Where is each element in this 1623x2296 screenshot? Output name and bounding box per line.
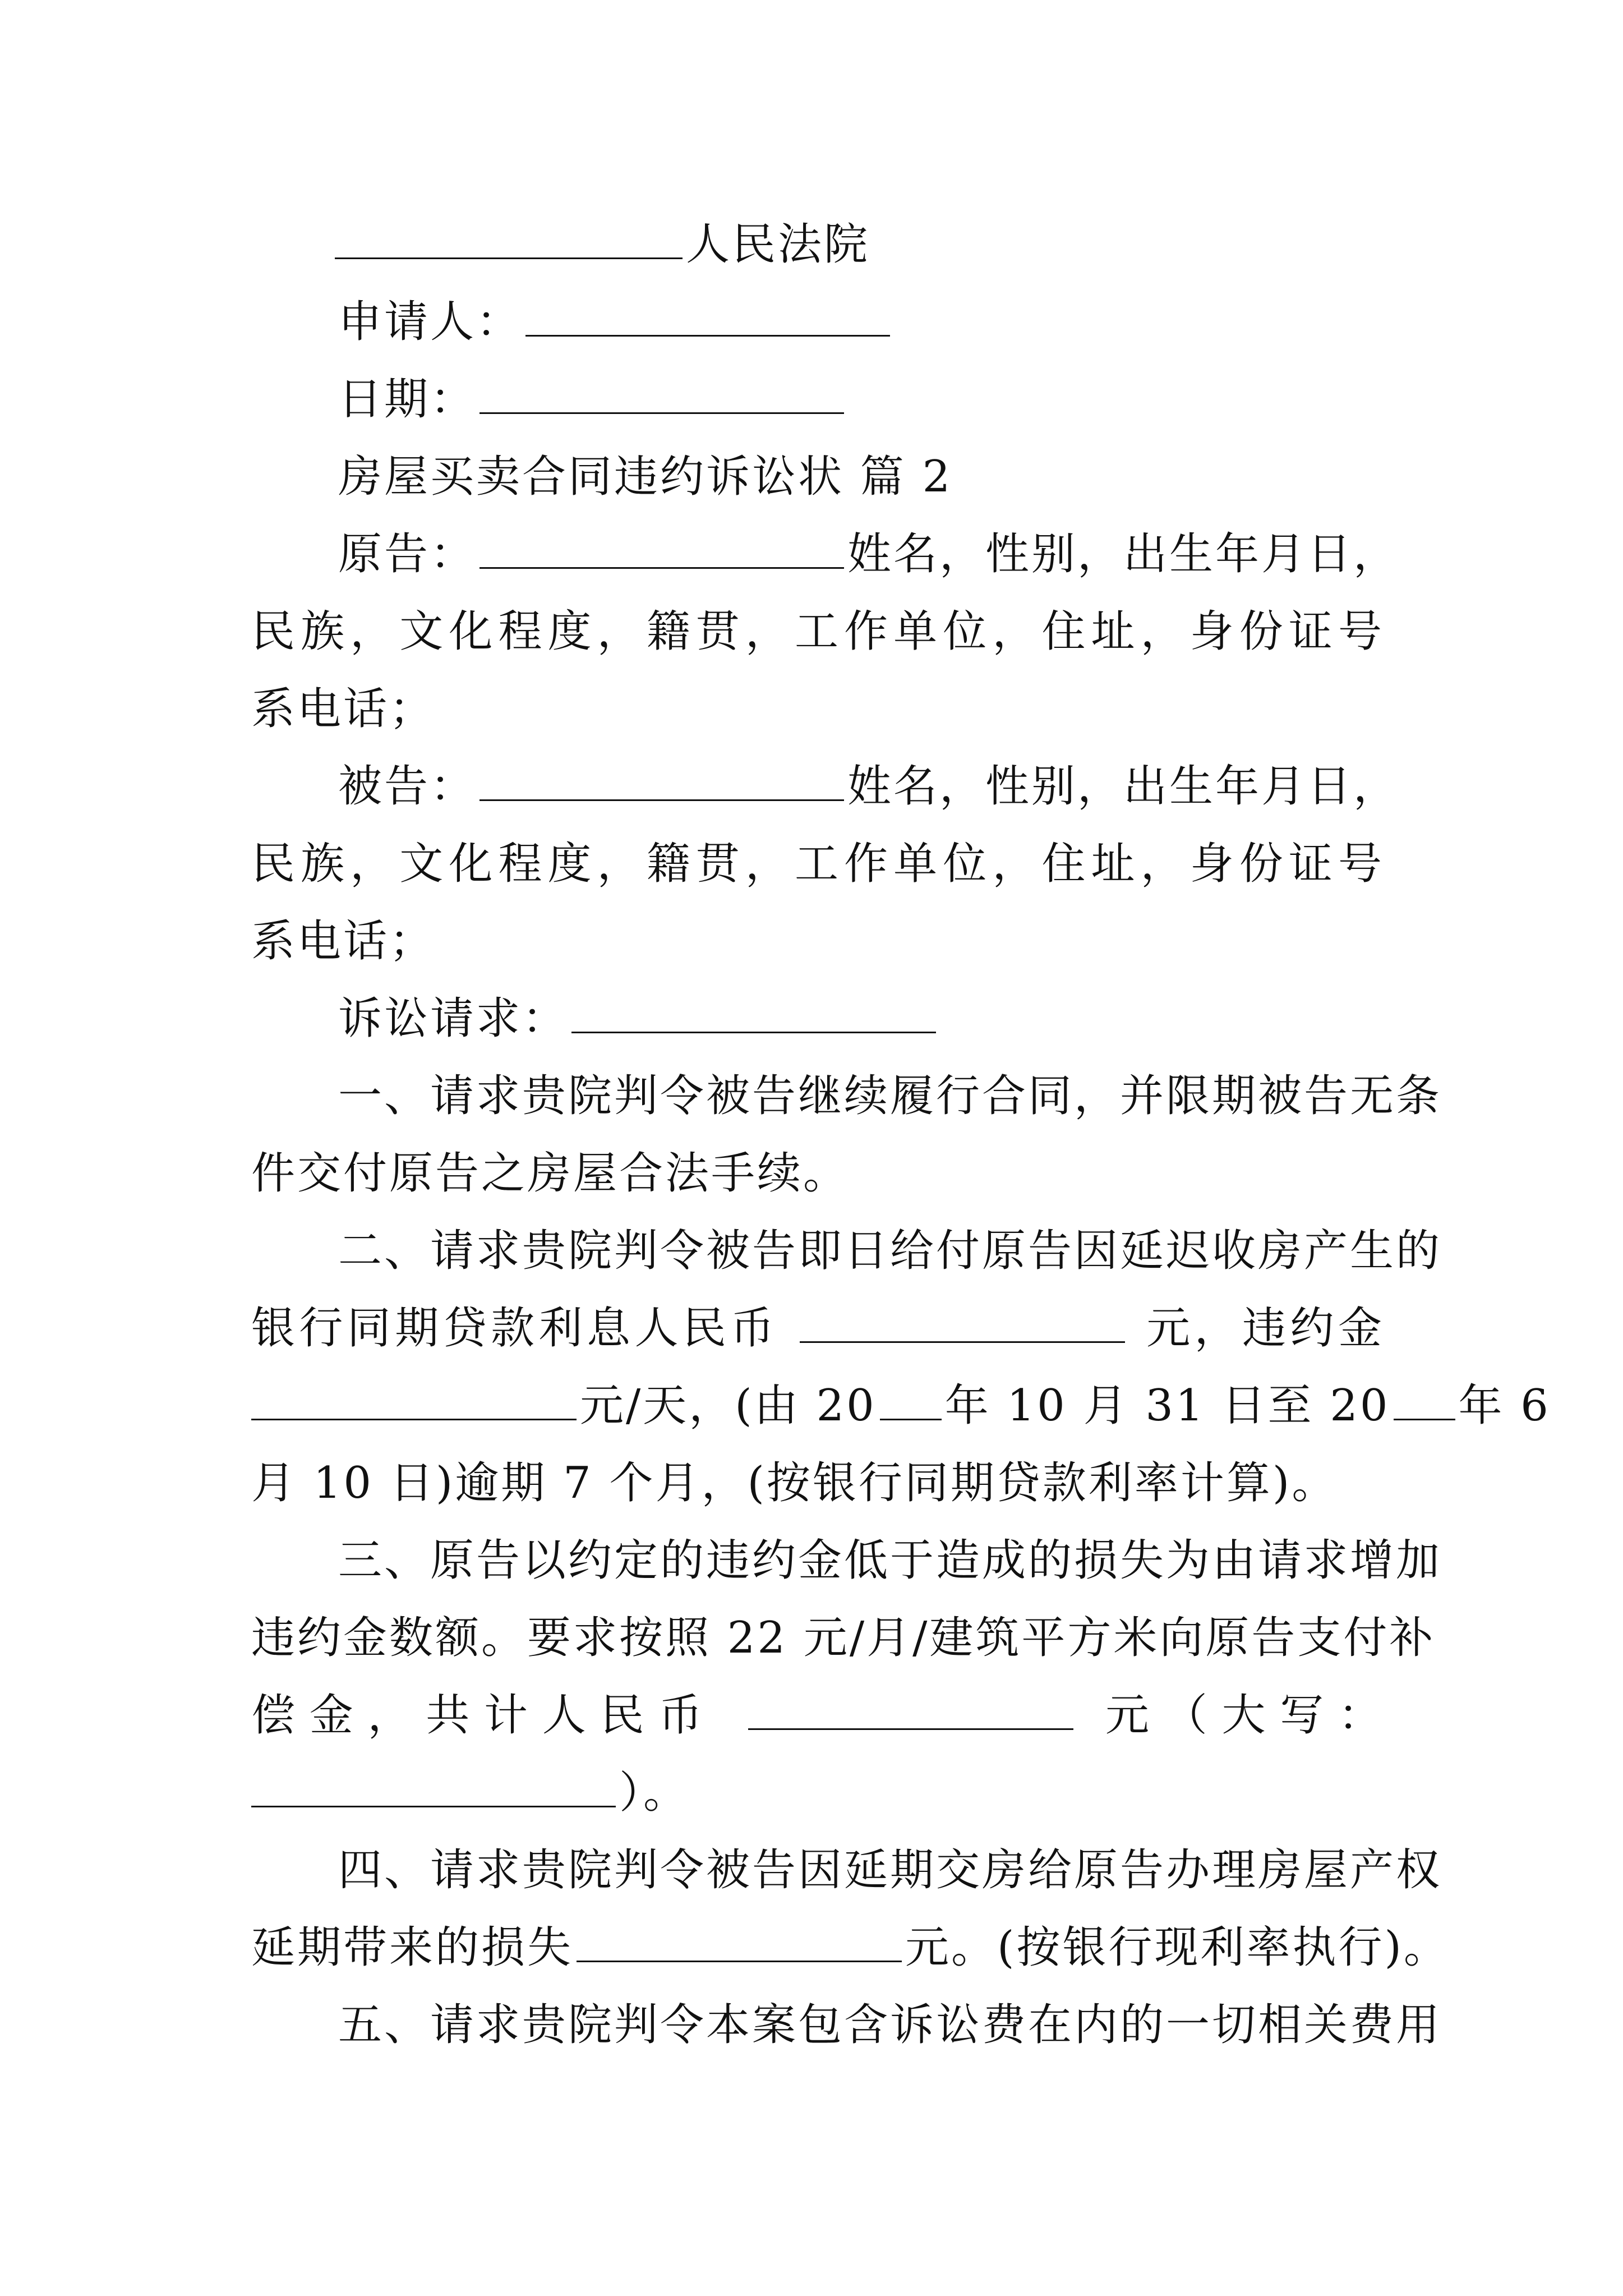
plaintiff-blank [479, 532, 844, 569]
claim-2-period-mid: 年 10 月 31 日至 20 [944, 1381, 1390, 1431]
claim-5-line-1: 五、请求贵院判令本案包含诉讼费在内的一切相关费用 [338, 2000, 1442, 2050]
claim-3-capital-label: 元（大写： [1105, 1690, 1384, 1741]
plaintiff-label: 原告： [338, 529, 477, 579]
applicant-blank [525, 300, 890, 337]
plaintiff-line [338, 526, 1400, 582]
claim-4-loss-label: 延期带来的损失 [251, 1922, 574, 1973]
defendant-fields-1: 姓名，性别，出生年月日， [847, 761, 1400, 812]
defendant-line [338, 758, 1400, 815]
defendant-fields-2: 民族，文化程度，籍贯，工作单位，住址，身份证号 [251, 839, 1384, 889]
date-label: 日期： [338, 374, 477, 425]
year-blank-2 [1394, 1384, 1455, 1420]
court-line [338, 217, 1384, 273]
penalty-rate-blank [251, 1384, 577, 1420]
applicant-line [338, 294, 1384, 350]
court-label: 人民法院 [686, 219, 870, 270]
claim-2-period-end: 年 6 [1458, 1381, 1551, 1431]
claims-label-line [338, 991, 1384, 1047]
claim-3-line-1: 三、原告以约定的违约金低于造成的损失为由请求增加 [338, 1535, 1442, 1586]
claim-3-line-4 [251, 1765, 1384, 1821]
defendant-blank [479, 765, 844, 801]
claim-1-line-1: 一、请求贵院判令被告继续履行合同，并限期被告无条 [338, 1071, 1442, 1121]
claim-3-close: ）。 [619, 1768, 690, 1818]
claim-2-interest-label: 银行同期贷款利息人民币 [251, 1303, 778, 1354]
claim-2-line-2 [251, 1300, 1384, 1356]
plaintiff-fields-2: 民族，文化程度，籍贯，工作单位，住址，身份证号 [251, 606, 1384, 657]
claim-3-total-label: 偿金，共计人民币 [251, 1690, 717, 1741]
claims-blank [571, 997, 936, 1033]
capital-amount-blank [251, 1771, 616, 1807]
court-name-blank [335, 223, 683, 259]
claim-2-line-3 [251, 1378, 1551, 1434]
plaintiff-fields-1: 姓名，性别，出生年月日， [847, 529, 1400, 579]
defendant-label: 被告： [338, 761, 477, 812]
loss-amount-blank [577, 1926, 902, 1962]
claim-3-line-3 [251, 1687, 1384, 1743]
date-blank [479, 378, 844, 414]
claim-3-line-2: 违约金数额。要求按照 22 元/月/建筑平方米向原告支付补 [251, 1613, 1436, 1663]
plaintiff-fields-3: 系电话； [251, 684, 436, 734]
applicant-label: 申请人： [338, 297, 523, 347]
claim-4-line-2 [251, 1920, 1450, 1976]
claim-2-line-4: 月 10 日)逾期 7 个月，(按银行同期贷款利率计算)。 [251, 1458, 1338, 1508]
year-blank-1 [880, 1384, 942, 1420]
claim-2-penalty-label: 元，违约金 [1146, 1303, 1384, 1354]
section-title: 房屋买卖合同违约诉讼状 篇 2 [338, 452, 953, 502]
claim-4-line-1: 四、请求贵院判令被告因延期交房给原告办理房屋产权 [338, 1845, 1442, 1895]
claim-4-loss-unit: 元。(按银行现利率执行)。 [905, 1922, 1450, 1973]
defendant-fields-3: 系电话； [251, 916, 436, 967]
claim-1-line-2: 件交付原告之房屋合法手续。 [251, 1148, 850, 1199]
interest-amount-blank [800, 1306, 1125, 1343]
claims-label: 诉讼请求： [338, 993, 569, 1044]
compensation-amount-blank [748, 1694, 1073, 1730]
date-line [338, 371, 1384, 427]
claim-2-period-start: 元/天，(由 20 [580, 1381, 877, 1431]
claim-2-line-1: 二、请求贵院判令被告即日给付原告因延迟收房产生的 [338, 1226, 1442, 1276]
